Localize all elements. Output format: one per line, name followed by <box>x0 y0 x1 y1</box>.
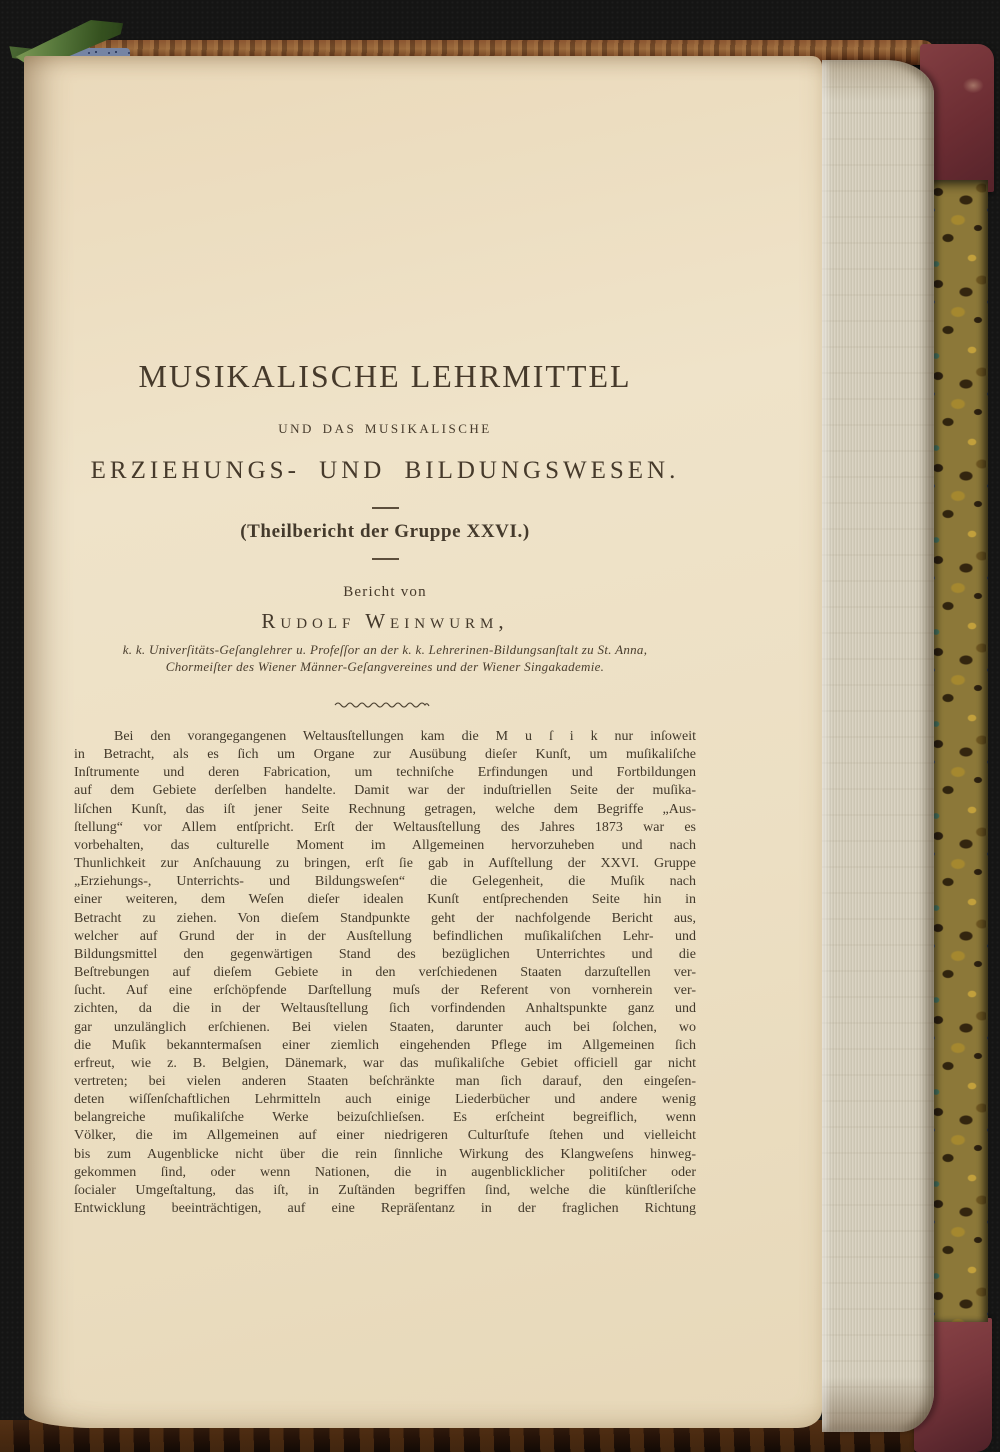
body-text-line: Bei den vorangegangenen Weltausſtellungen kam die M u ſ i k nur inſoweit <box>114 729 696 744</box>
page-stack-fore-edge <box>822 60 934 1432</box>
facing-page-edge <box>0 58 26 1424</box>
body-text-line: zichten, da die in der Weltausſtellung ſich vorfindenden Anhaltspunkte ganz und <box>74 1001 696 1017</box>
body-text-line: welcher auf Grund der in der Ausſtellung befindlichen muſikaliſchen Lehr- und <box>74 928 696 944</box>
body-text-line: deten wiſſenſchaftlichen Lehrmitteln auch einige Liederbücher und andere wenig <box>74 1092 696 1108</box>
body-text-line: die Muſik bekanntermaſsen einer ziemlich eingehenden Pflege im Allgemeinen ſich <box>74 1037 696 1053</box>
subtitle-small: UND DAS MUSIKALISCHE <box>278 421 492 436</box>
page-title: MUSIKALISCHE LEHRMITTEL <box>138 358 632 394</box>
decorative-squiggle <box>74 697 696 707</box>
body-text-line: Bildungsmittel den gegenwärtigen Stand des bezüglichen Unterrichtes und die <box>74 946 696 962</box>
body-text-line: ſocialer Umgeſtaltung, das iſt, in Zuſtänden begriffen ſind, welche die künſtleriſche <box>74 1182 696 1198</box>
body-text-line: Beſtrebungen auf dieſem Gebiete in den verſchiedenen Staaten darzuſtellen ver- <box>74 965 696 981</box>
author-affiliation-line-1: k. k. Univerſitäts-Geſanglehrer u. Profeſſor an der k. k. Lehrerinen-Bildungsanſtalt zu St. Anna, <box>122 642 648 657</box>
body-text-line: „Erziehungs-, Unterrichts- und Bildungsweſen“ die Gelegenheit, die Muſik nach <box>74 874 696 890</box>
body-text-line: in Betracht, als es ſich um Organe zur Ausübung dieſer Kunſt, um muſikaliſche <box>74 747 696 763</box>
separator-rule <box>372 507 399 509</box>
separator-rule <box>372 558 399 560</box>
subtitle-large: ERZIEHUNGS- UND BILDUNGSWESEN. <box>90 457 680 484</box>
author-affiliation-line-2: Chormeiſter des Wiener Männer-Geſangvereines und der Wiener Singakademie. <box>165 659 605 674</box>
printed-page-content <box>74 356 696 1218</box>
body-text-line: einer weiteren, dem Weſen dieſer idealen Kunſt entſprechenden Seite hin in <box>74 892 696 908</box>
body-text-line: bis zum Augenblicke nicht über die rein ſinnliche Wirkung des Klangweſens hinweg- <box>74 1146 696 1162</box>
marbled-board-edge <box>928 180 988 1322</box>
body-text-line: Inſtrumente und deren Fabrication, um techniſche Erfindungen und Fortbildungen <box>74 765 696 781</box>
body-text-line: vertreten; bei vielen anderen Staaten beſchränkte man ſich darauf, den eingeſen- <box>74 1073 696 1089</box>
body-text-line: auf dem Gebiete derſelben handelte. Damit war der induſtriellen Seite der muſika- <box>74 783 696 799</box>
author-name: Rudolf Weinwurm, <box>261 609 509 633</box>
body-text-line: ſucht. Auf eine erſchöpfende Darſtellung muſs der Referent von vornherein ver- <box>74 983 696 999</box>
body-text-line: gekommen ſind, oder wenn Nationen, die in augenblicklicher politiſcher oder <box>74 1164 696 1180</box>
body-text-line: Thunlichkeit zur Anſchauung zu bringen, erſt ſie gab in Aufſtellung der XXVI. Gruppe <box>74 856 696 872</box>
body-text-line: Entwicklung beeinträchtigen, auf eine Repräſentanz in der fraglichen Richtung <box>74 1201 696 1217</box>
body-text-line: erfreut, wie z. B. Belgien, Dänemark, war das muſikaliſche Gebiet officiell gar nicht <box>74 1055 696 1071</box>
body-text-line: liſchen Kunſt, das iſt jener Seite Rechnung getragen, welche dem Begriffe „Aus- <box>74 801 696 817</box>
body-text-line: belangreiche muſikaliſche Werke beizuſchlieſsen. Es erſcheint begreiflich, wenn <box>74 1110 696 1126</box>
body-text-line: ſtellung“ vor Allem entſpricht. Erſt der Weltausſtellung des Jahres 1873 war es <box>74 819 696 835</box>
body-text-line: Völker, die im Allgemeinen auf einer niedrigeren Culturſtufe ſtehen und vielleicht <box>74 1128 696 1144</box>
body-text-line: gar unzulänglich erſchienen. Bei vielen Staaten, darunter auch bei ſolchen, wo <box>74 1019 696 1035</box>
body-text-line: vorbehalten, das culturelle Moment im Allgemeinen hervorzuheben und nach <box>74 837 696 853</box>
squiggle-ornament-icon <box>333 700 437 710</box>
report-by-label: Bericht von <box>343 584 427 600</box>
group-report-note: (Theilbericht der Gruppe XXVI.) <box>240 521 530 542</box>
body-paragraph <box>74 728 696 1218</box>
body-text-line: Betracht zu ziehen. Von dieſem Standpunkte geht der nachfolgende Bericht aus, <box>74 910 696 926</box>
